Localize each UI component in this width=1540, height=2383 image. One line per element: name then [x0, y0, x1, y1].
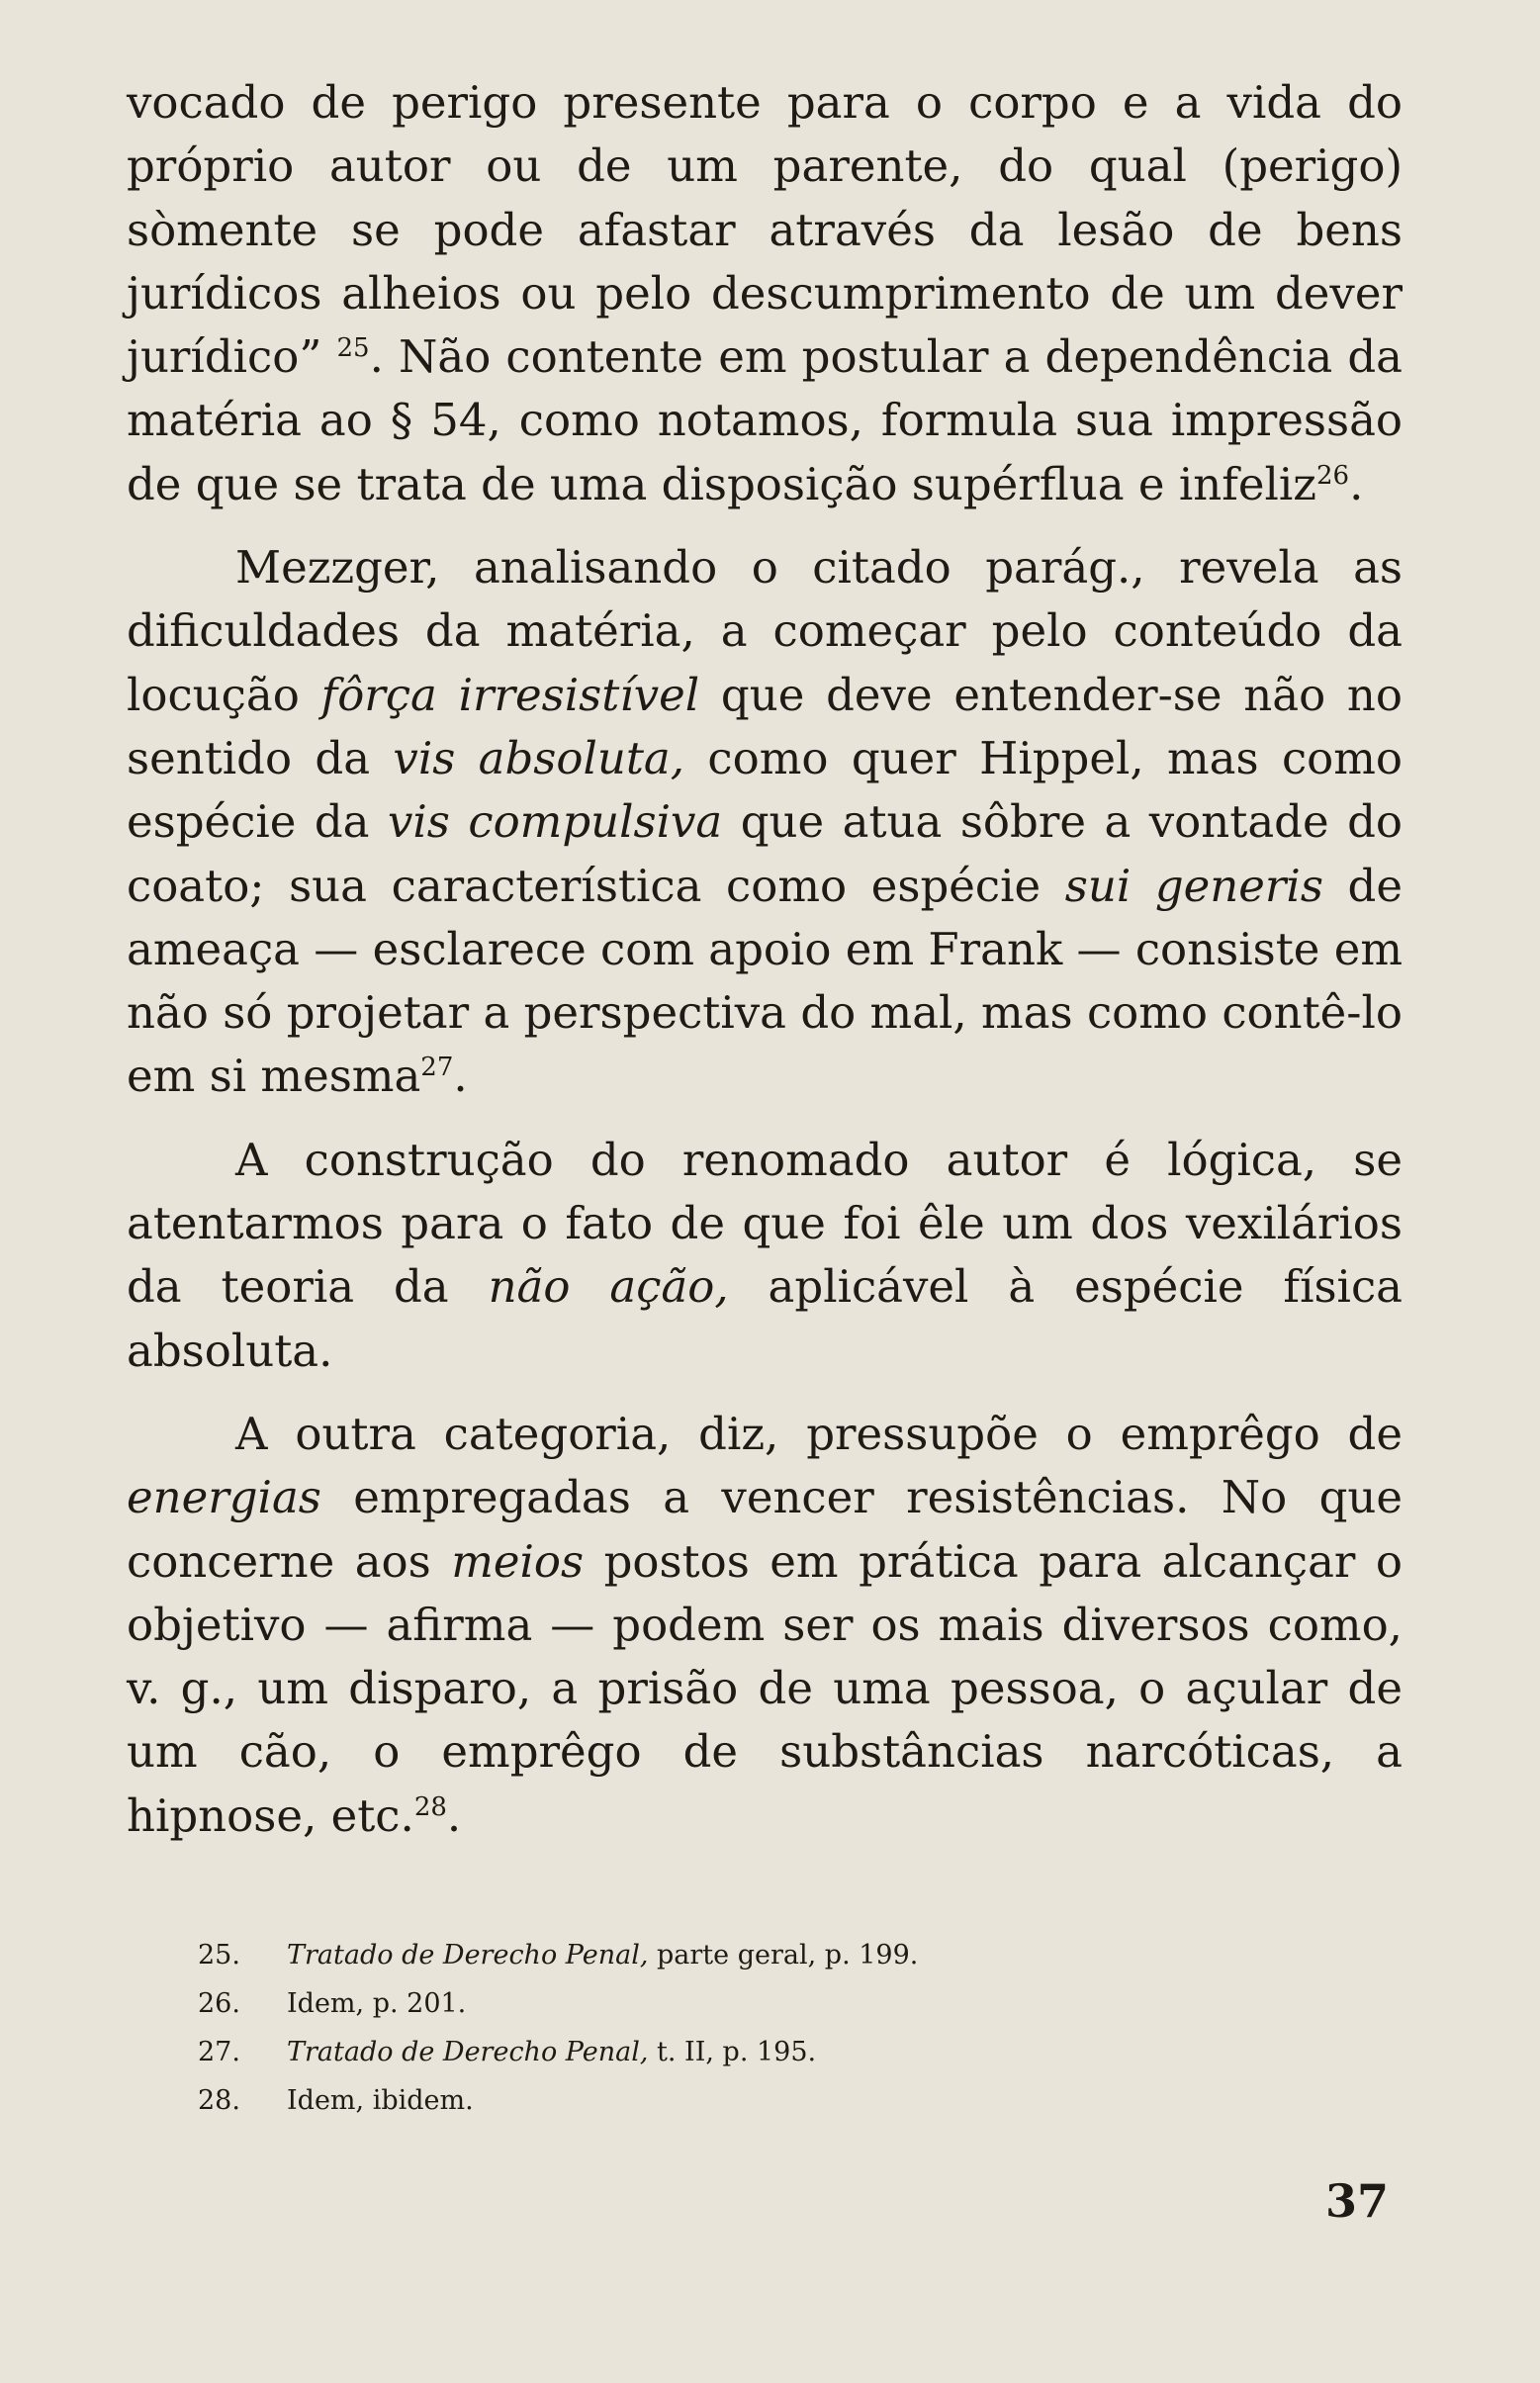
footnote-number: 28. — [198, 2085, 240, 2116]
footnote-ref: 25 — [336, 333, 370, 364]
text-run: A construção do renomado autor é lógica, se atentarmos para o fato de que foi êle um dos vexilários da teoria da — [127, 1133, 1403, 1314]
footnote — [198, 2028, 1286, 2076]
text-run: postos em prática para alcançar o objetivo — afirma — podem ser os mais diversos como, v. g., um disparo, a prisão de uma pessoa, o açular de um cão, o emprêgo de substâncias narcóticas, a hipnose, etc. — [127, 1534, 1403, 1842]
footnote-ref: 26 — [1316, 460, 1350, 491]
italic-text: Tratado de Derecho Penal, — [287, 1940, 649, 1971]
footnote-ref: 28 — [413, 1791, 447, 1822]
footnote-number: 25. — [198, 1940, 240, 1971]
footnote-text — [287, 1931, 918, 1979]
text-run: Mezzger, analisando o citado parág., revela as dificuldades da matéria, a começar pelo conteúdo da locução — [127, 541, 1403, 721]
text-run: . — [446, 1788, 462, 1842]
body-text — [127, 71, 1403, 1868]
text-run: Idem, ibidem. — [287, 2085, 474, 2116]
footnote-text — [287, 1979, 466, 2028]
italic-text: Tratado de Derecho Penal, — [287, 2037, 649, 2067]
paragraph — [127, 536, 1403, 1109]
italic-text: sui generis — [1064, 859, 1323, 912]
text-run: vocado de perigo presente para o corpo e a vida do próprio autor ou de um parente, do qual (perigo) sòmente se pode afastar através da lesão de bens jurídicos alheios ou pelo descumprimento de um dever jurídico” — [127, 76, 1403, 384]
text-run: . — [1349, 457, 1364, 510]
italic-text: meios — [451, 1534, 585, 1588]
text-run: como quer Hippel, mas como espécie da — [127, 731, 1403, 849]
italic-text: fôrça irresistível — [320, 668, 700, 721]
text-run: aplicável à espécie física absoluta. — [127, 1260, 1403, 1377]
footnote-ref: 27 — [420, 1053, 454, 1083]
text-run: de ameaça — esclarece com apoio em Frank — consiste em não só projetar a perspectiva do mal, mas como contê-lo em si mesma — [127, 859, 1404, 1103]
text-run: empregadas a vencer resistências. No que concerne aos — [127, 1471, 1403, 1588]
italic-text: vis absoluta, — [393, 731, 685, 784]
italic-text: não ação, — [488, 1260, 729, 1314]
paragraph — [127, 71, 1403, 516]
text-run: parte geral, p. 199. — [648, 1940, 919, 1971]
text-run: . — [453, 1050, 468, 1103]
footnote — [198, 2076, 1286, 2125]
text-run: A outra categoria, diz, pressupõe o emprêgo de — [235, 1407, 1403, 1460]
footnote-number: 27. — [198, 2037, 240, 2067]
footnote — [198, 1979, 1286, 2028]
paragraph — [127, 1129, 1403, 1383]
italic-text: energias — [127, 1471, 321, 1524]
page-number: 37 — [1325, 2174, 1390, 2228]
footnote-text — [287, 2076, 474, 2125]
footnote-number: 26. — [198, 1988, 240, 2019]
footnote — [198, 1931, 1286, 1979]
text-run: . Não contente em postular a dependência da matéria ao § 54, como notamos, formula sua impressão de que se trata de uma disposição supérflua e infeliz — [127, 330, 1404, 510]
paragraph — [127, 1403, 1403, 1848]
italic-text: vis compulsiva — [387, 795, 723, 849]
text-run: t. II, p. 195. — [648, 2037, 817, 2067]
text-run: Idem, p. 201. — [287, 1988, 467, 2019]
text-run: que deve entender-se não no sentido da — [127, 668, 1404, 784]
footnotes — [198, 1931, 1286, 2125]
footnote-text — [287, 2028, 816, 2076]
text-run: que atua sôbre a vontade do coato; sua característica como espécie — [127, 795, 1403, 912]
